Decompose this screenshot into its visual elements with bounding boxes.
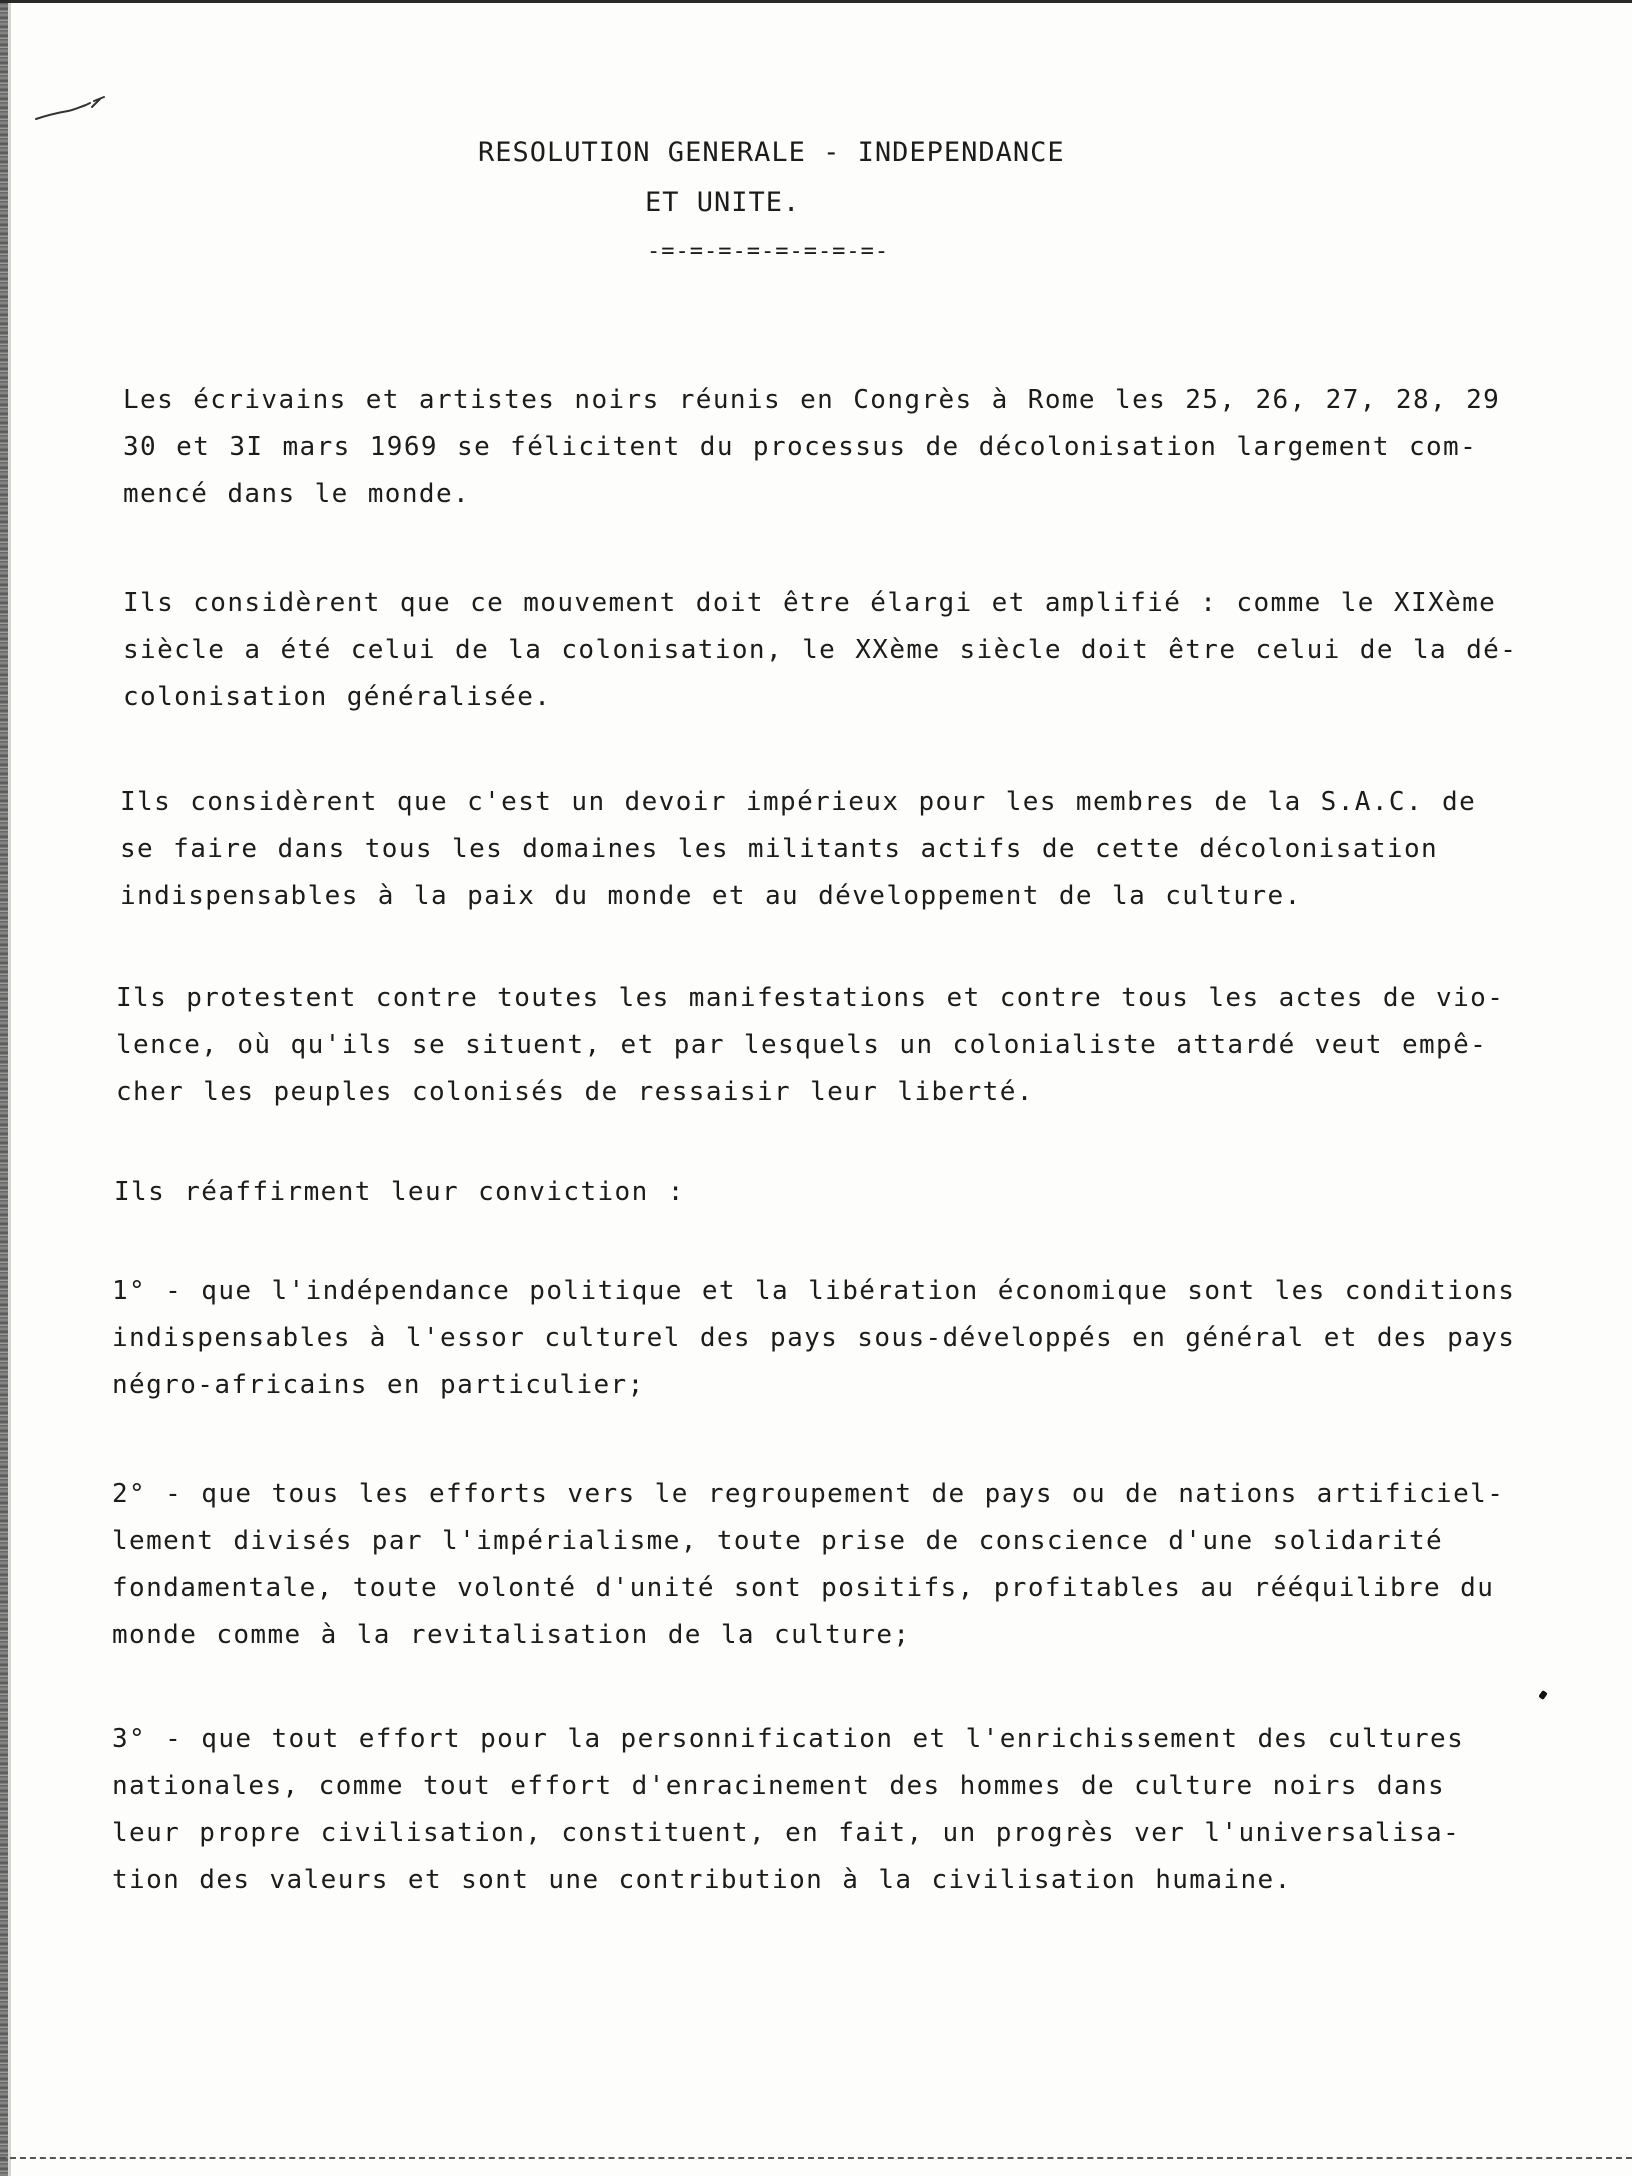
text-line: Les écrivains et artistes noirs réunis en Congrès à Rome les 25, 26, 27, 28, 29	[123, 385, 1501, 415]
paragraph-point-1	[112, 1268, 1515, 1409]
title-decorative-rule: -=-=-=-=-=-=-=-=-	[647, 239, 890, 264]
pen-mark-icon	[34, 95, 106, 125]
text-line: négro-africains en particulier;	[112, 1370, 645, 1400]
text-line: indispensables à l'essor culturel des pays sous-développés en général et des pays	[112, 1323, 1516, 1353]
text-line: tion des valeurs et sont une contribution à la civilisation humaine.	[112, 1865, 1292, 1895]
text-line: leur propre civilisation, constituent, en fait, un progrès ver l'universalisa-	[112, 1818, 1461, 1848]
text-line: indispensables à la paix du monde et au développement de la culture.	[120, 881, 1302, 911]
paragraph-congress-intro	[123, 377, 1500, 518]
text-line: 2° - que tous les efforts vers le regroupement de pays ou de nations artificiel-	[112, 1479, 1505, 1509]
paragraph-point-3	[112, 1716, 1464, 1904]
paragraph-sac-duty	[120, 779, 1476, 920]
text-line: Ils considèrent que ce mouvement doit être élargi et amplifié : comme le XIXème	[123, 588, 1497, 618]
text-line: Ils considèrent que c'est un devoir impérieux pour les membres de la S.A.C. de	[120, 787, 1477, 817]
text-line: fondamentale, toute volonté d'unité sont positifs, profitables au rééquilibre du	[112, 1573, 1495, 1603]
text-line: cher les peuples colonisés de ressaisir leur liberté.	[116, 1077, 1034, 1107]
text-line: nationales, comme tout effort d'enracinement des hommes de culture noirs dans	[112, 1771, 1446, 1801]
text-line: Ils réaffirment leur conviction :	[114, 1177, 685, 1207]
scan-left-edge	[0, 3, 8, 2176]
text-line: lement divisés par l'impérialisme, toute prise de conscience d'une solidarité	[112, 1526, 1444, 1556]
text-line: 3° - que tout effort pour la personnification et l'enrichissement des cultures	[112, 1724, 1465, 1754]
text-line: Ils protestent contre toutes les manifestations et contre tous les actes de vio-	[116, 983, 1505, 1013]
ink-speck	[1538, 1690, 1548, 1700]
text-line: colonisation généralisée.	[123, 682, 552, 712]
paragraph-protest	[116, 975, 1504, 1116]
text-line: siècle a été celui de la colonisation, le XXème siècle doit être celui de la dé-	[123, 635, 1518, 665]
paragraph-decolonisation	[123, 580, 1517, 721]
scan-bottom-rule	[0, 2157, 1632, 2159]
text-line: 1° - que l'indépendance politique et la libération économique sont les conditions	[112, 1276, 1516, 1306]
resolution-title-line1: RESOLUTION GENERALE - INDEPENDANCE	[478, 137, 1065, 168]
paragraph-conviction-intro	[114, 1169, 685, 1216]
text-line: se faire dans tous les domaines les militants actifs de cette décolonisation	[120, 834, 1439, 864]
text-line: 30 et 3I mars 1969 se félicitent du processus de décolonisation largement com-	[123, 432, 1478, 462]
text-line: mencé dans le monde.	[123, 479, 471, 509]
text-line: lence, où qu'ils se situent, et par lesquels un colonialiste attardé veut empê-	[116, 1030, 1488, 1060]
text-line: monde comme à la revitalisation de la culture;	[112, 1620, 911, 1650]
resolution-title-line2: ET UNITE.	[645, 187, 801, 218]
paragraph-point-2	[112, 1471, 1504, 1659]
scan-left-edge-shadow	[8, 3, 11, 2176]
